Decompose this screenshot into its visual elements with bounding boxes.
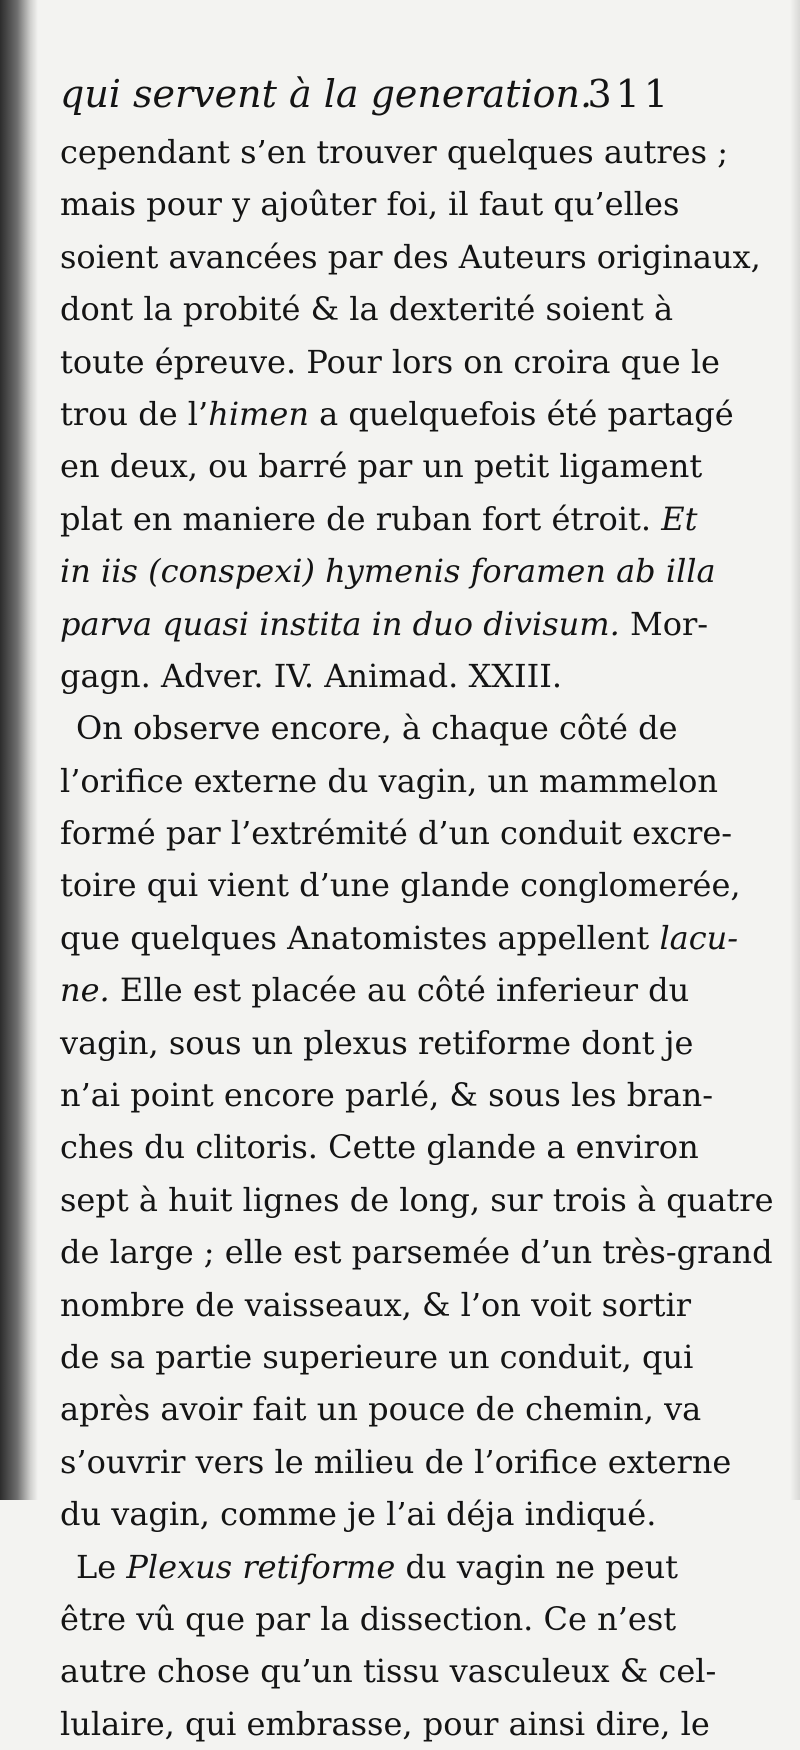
text-segment: gagn. Adver. IV. Animad. XXIII.	[60, 656, 563, 695]
text-segment: que quelques Anatomistes appellent	[60, 918, 660, 957]
text-segment: On observe encore, à chaque côté de	[76, 709, 678, 748]
text-segment: toire qui vient d’une glande conglomerée,	[60, 866, 741, 905]
italic-text-segment: Et	[661, 499, 698, 538]
text-segment: cependant s’en trouver quelques autres ;	[60, 133, 728, 171]
text-segment: du vagin ne peut	[395, 1547, 679, 1586]
text-line	[60, 1488, 672, 1540]
text-segment: ches du clitoris. Cette glande a environ	[60, 1128, 699, 1167]
text-line	[60, 126, 728, 178]
text-line	[60, 1226, 773, 1278]
text-line	[60, 545, 716, 597]
text-segment: dont la probité & la dexterité soient à	[60, 290, 674, 329]
text-line	[60, 755, 719, 807]
text-segment: toute épreuve. Pour lors on croira que le	[60, 342, 720, 381]
text-segment: autre chose qu’un tissu vasculeux & cel-	[60, 1652, 717, 1691]
italic-text-segment: in iis (conspexi) hymenis foramen ab illa	[60, 552, 716, 591]
text-segment: en deux, ou barré par un petit ligament	[60, 447, 703, 486]
text-segment: soient avancées par des Auteurs originaux,	[60, 237, 761, 276]
text-segment: vagin, sous un plexus retiforme dont je	[60, 1023, 694, 1062]
text-line	[60, 807, 733, 859]
italic-text-segment: parva quasi instita in duo divisum.	[60, 604, 620, 643]
text-line	[60, 283, 672, 335]
running-title: qui servent à la generation.	[60, 72, 593, 116]
text-segment: plat en maniere de ruban fort étroit.	[60, 499, 662, 538]
text-segment: nombre de vaisseaux, & l’on voit sortir	[60, 1285, 692, 1324]
text-segment: sept à huit lignes de long, sur trois à quatre	[60, 1180, 774, 1219]
text-segment: Elle est placée au côté inferieur du	[109, 971, 690, 1010]
text-line	[60, 1174, 774, 1226]
text-segment: de large ; elle est parsemée d’un très-grand	[60, 1233, 773, 1272]
text-segment: trou de l’	[60, 394, 209, 433]
text-segment: après avoir fait un pouce de chemin, va	[60, 1390, 702, 1429]
text-line	[60, 1593, 677, 1645]
text-line	[60, 336, 720, 388]
text-segment: mais pour y ajoûter foi, il faut qu’elles	[60, 185, 680, 224]
italic-text-segment: ne.	[60, 971, 110, 1010]
text-line	[60, 1121, 699, 1173]
text-segment: n’ai point encore parlé, & sous les bran-	[60, 1076, 713, 1115]
text-segment: formé par l’extrémité d’un conduit excre-	[60, 814, 733, 853]
text-segment: a quelquefois été partagé	[308, 394, 734, 433]
page-number: 311	[587, 72, 672, 116]
text-segment: Mor-	[619, 604, 709, 643]
book-page	[60, 62, 774, 1750]
italic-text-segment: Plexus retiforme	[126, 1547, 396, 1586]
text-segment: l’orifice externe du vagin, un mammelon	[60, 761, 719, 800]
text-segment: être vû que par la dissection. Ce n’est	[60, 1599, 677, 1638]
text-line	[60, 912, 739, 964]
text-line	[60, 1069, 713, 1121]
text-segment: de sa partie superieure un conduit, qui	[60, 1337, 694, 1376]
text-line	[60, 1017, 694, 1069]
text-segment: Le	[76, 1547, 127, 1586]
text-line	[60, 1541, 679, 1593]
text-line	[60, 1698, 710, 1750]
text-line	[60, 493, 698, 545]
text-line	[60, 1331, 694, 1383]
text-line	[60, 440, 703, 492]
text-line	[60, 859, 741, 911]
italic-text-segment: himen	[208, 394, 309, 433]
page-edge	[790, 0, 800, 1500]
text-line	[60, 964, 690, 1016]
italic-text-segment: lacu-	[659, 918, 739, 957]
text-line	[60, 598, 709, 650]
text-segment: lulaire, qui embrasse, pour ainsi dire, le	[60, 1704, 710, 1743]
body-text	[60, 126, 774, 1750]
text-line	[60, 1279, 692, 1331]
text-line	[60, 178, 680, 230]
text-line	[60, 650, 672, 702]
book-gutter-shadow	[0, 0, 38, 1500]
text-segment: du vagin, comme je l’ai déja indiqué.	[60, 1495, 657, 1534]
text-line	[60, 388, 734, 440]
text-line	[60, 1436, 732, 1488]
text-segment: s’ouvrir vers le milieu de l’orifice externe	[60, 1442, 732, 1481]
page-header	[60, 62, 672, 126]
text-line	[60, 702, 678, 754]
text-line	[60, 1645, 717, 1697]
text-line	[60, 231, 761, 283]
text-line	[60, 1383, 702, 1435]
